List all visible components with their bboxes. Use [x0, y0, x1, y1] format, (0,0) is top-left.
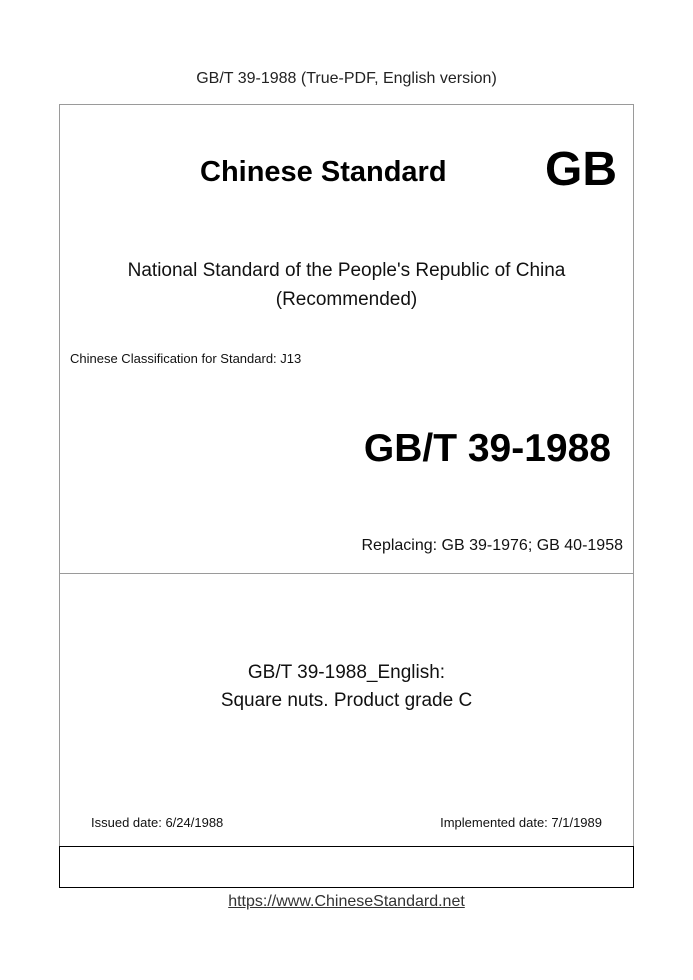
replacing-line: Replacing: GB 39-1976; GB 40-1958 [361, 537, 623, 554]
national-standard-line: National Standard of the People's Republic of China [127, 260, 566, 281]
english-title-line-1: GB/T 39-1988_English: [247, 662, 446, 683]
implemented-date: Implemented date: 7/1/1989 [440, 815, 602, 830]
issued-date: Issued date: 6/24/1988 [91, 815, 224, 830]
cover-heading: Chinese Standard [200, 156, 447, 188]
classification-line: Chinese Classification for Standard: J13 [70, 351, 302, 366]
page-header-title: GB/T 39-1988 (True-PDF, English version) [196, 70, 497, 87]
standard-number: GB/T 39-1988 [363, 427, 611, 470]
gb-mark: GB [545, 143, 617, 196]
english-title-line-2: Square nuts. Product grade C [220, 690, 473, 711]
cover-bottom-box [59, 846, 634, 888]
recommended-line: (Recommended) [275, 289, 418, 310]
footer [0, 893, 693, 911]
website-link[interactable]: https://www.ChineseStandard.net [228, 893, 465, 910]
